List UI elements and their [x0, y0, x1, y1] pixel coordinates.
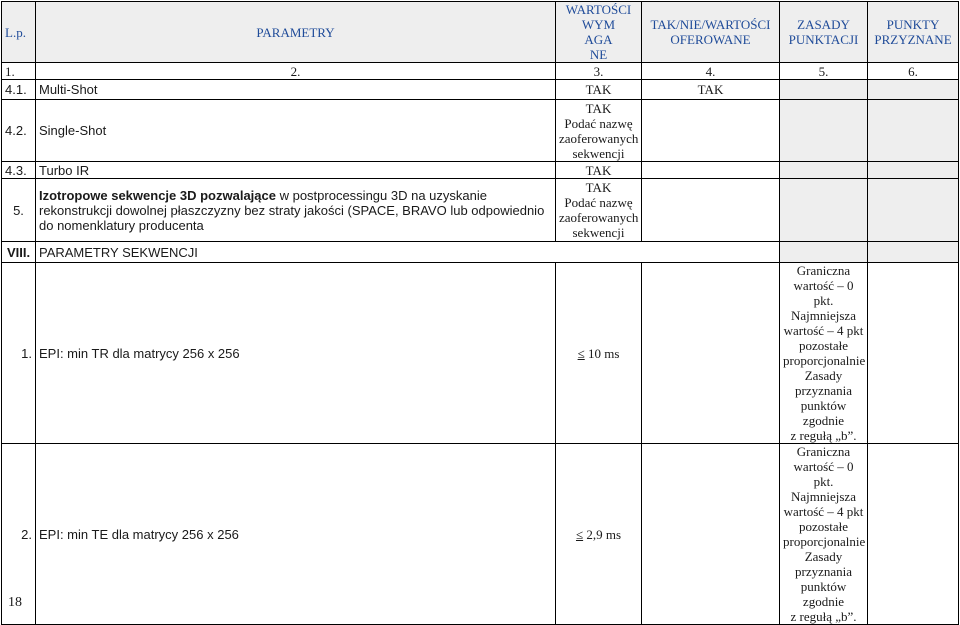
row-required-value: TAK Podać nazwę zaoferowanych sekwencji: [556, 100, 642, 162]
header-row: [2, 2, 959, 63]
row-required-value: ≤ 2,9 ms: [556, 444, 642, 625]
row-number: 5.: [2, 179, 36, 242]
row-parameter: EPI: min TR dla matrycy 256 x 256: [36, 263, 556, 444]
header-points-awarded: PUNKTY PRZYZNANE: [868, 2, 959, 63]
column-number-2: 2.: [36, 63, 556, 80]
column-number-3: 3.: [556, 63, 642, 80]
row-number: 2.: [2, 444, 36, 625]
row-rules-cell: [780, 80, 868, 100]
row-points-cell: [868, 263, 959, 444]
row-rules-cell: [780, 179, 868, 242]
row-offered-value: [642, 263, 780, 444]
row-parameter-bold: Izotropowe sekwencje 3D pozwalające: [39, 187, 276, 203]
column-number-4: 4.: [642, 63, 780, 80]
row-required-value: ≤ 10 ms: [556, 263, 642, 444]
row-scoring-rules: Graniczna wartość – 0 pkt. Najmniejsza wartość – 4 pkt pozostałe proporcjonalnie Zasady przyznania punktów zgodnie z regułą „b”.: [780, 444, 868, 625]
row-rules-cell: [780, 100, 868, 162]
section-number: VIII.: [2, 242, 36, 263]
column-number-row: [2, 63, 959, 80]
header-scoring-rules: ZASADY PUNKTACJI: [780, 2, 868, 63]
row-required-value: TAK: [556, 162, 642, 179]
row-parameter: Turbo IR: [36, 162, 556, 179]
row-offered-value: [642, 444, 780, 625]
column-number-6: 6.: [868, 63, 959, 80]
section-rules-cell: [780, 242, 868, 263]
row-required-symbol: ≤: [577, 345, 585, 361]
header-offered-values: TAK/NIE/WARTOŚCI OFEROWANE: [642, 2, 780, 63]
table-row: [2, 162, 959, 179]
column-number-5: 5.: [780, 63, 868, 80]
row-parameter-rest: w postprocessingu 3D na uzyskanie rekonstrukcji dowolnej płaszczyzny bez straty jakości (SPACE, BRAVO lub odpowiednio do nomenklatury producenta: [39, 187, 545, 233]
row-points-cell: [868, 162, 959, 179]
table-row: [2, 80, 959, 100]
row-scoring-rules: Graniczna wartość – 0 pkt. Najmniejsza wartość – 4 pkt pozostałe proporcjonalnie Zasady przyznania punktów zgodnie z regułą „b”.: [780, 263, 868, 444]
specification-table: [1, 1, 959, 625]
row-offered-value: [642, 162, 780, 179]
header-lp: L.p.: [2, 2, 36, 63]
row-points-cell: [868, 179, 959, 242]
row-offered-value: TAK: [642, 80, 780, 100]
row-points-cell: [868, 100, 959, 162]
row-required-value: TAK Podać nazwę zaoferowanych sekwencji: [556, 179, 642, 242]
row-rules-cell: [780, 162, 868, 179]
row-parameter: EPI: min TE dla matrycy 256 x 256: [36, 444, 556, 625]
row-number: 4.2.: [2, 100, 36, 162]
row-offered-value: [642, 100, 780, 162]
column-number-1: 1.: [2, 63, 36, 80]
row-required-value: TAK: [556, 80, 642, 100]
row-parameter: Multi-Shot: [36, 80, 556, 100]
row-number: 4.3.: [2, 162, 36, 179]
row-points-cell: [868, 80, 959, 100]
page-number: 18: [8, 595, 22, 610]
table-row: [2, 179, 959, 242]
section-row: [2, 242, 959, 263]
row-number: 4.1.: [2, 80, 36, 100]
table-row: [2, 100, 959, 162]
row-required-symbol: ≤: [575, 526, 584, 542]
header-required-values: WARTOŚCI WYM AGA NE: [556, 2, 642, 63]
table-row: [2, 263, 959, 444]
header-parameters: PARAMETRY: [36, 2, 556, 63]
row-points-cell: [868, 444, 959, 625]
row-offered-value: [642, 179, 780, 242]
row-parameter: Single-Shot: [36, 100, 556, 162]
section-points-cell: [868, 242, 959, 263]
row-number: 1.: [2, 263, 36, 444]
section-title: PARAMETRY SEKWENCJI: [36, 242, 780, 263]
table-row: [2, 444, 959, 625]
row-parameter: [36, 179, 556, 242]
